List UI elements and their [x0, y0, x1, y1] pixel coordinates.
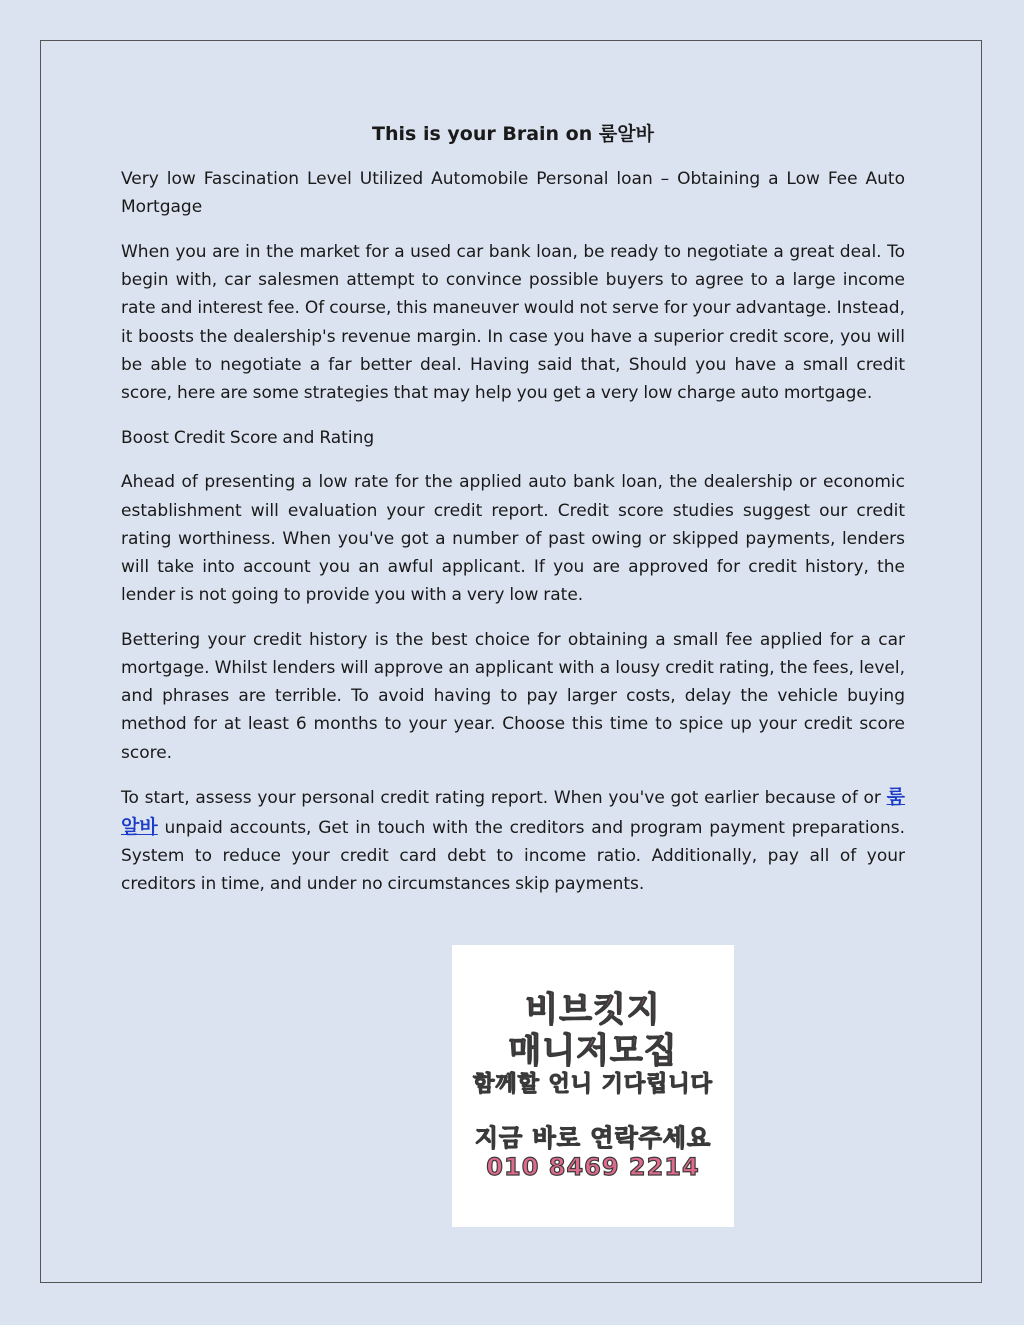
- paragraph-with-link: [121, 783, 905, 898]
- ad-line: 지금 바로 연락주세요: [474, 1124, 712, 1153]
- keyword-link[interactable]: 룸알바: [121, 786, 905, 838]
- paragraph: When you are in the market for a used car bank loan, be ready to negotiate a great deal. To begin with, car salesmen attempt to convince possible buyers to agree to a large income rate and interest fee. Of course, this maneuver would not serve for your advantage. Instead, it boosts the dealership's revenue margin. In case you have a superior credit score, you will be able to negotiate a far better deal. Having said that, Should you have a small credit score, here are some strategies that may help you get a very low charge auto mortgage.: [121, 241, 905, 403]
- ad-line: 매니저모집: [508, 1031, 678, 1071]
- paragraph: Bettering your credit history is the best choice for obtaining a small fee applied for a car mortgage. Whilst lenders will approve an applicant with a lousy credit rating, the fees, level, and phrases are terrible. To avoid having to pay larger costs, delay the vehicle buying method for at least 6 months to your year. Choose this time to spice up your credit score score.: [121, 629, 905, 763]
- paragraph-text-before: To start, assess your personal credit rating report. When you've got earlier because of or: [121, 788, 887, 809]
- document-body: [121, 121, 905, 1181]
- ad-line: 비브킷지: [525, 990, 661, 1031]
- paragraph-text-after: unpaid accounts, Get in touch with the creditors and program payment preparations. System to reduce your credit card debt to income ratio. Additionally, pay all of your creditors in time, and under no circumstances skip payments.: [121, 817, 905, 894]
- document-title: This is your Brain on 룸알바: [372, 123, 654, 145]
- page-frame: [40, 40, 982, 1283]
- section-heading: Boost Credit Score and Rating: [121, 427, 375, 448]
- ad-line: 함께할 언니 기다립니다: [473, 1071, 713, 1097]
- advertisement-image: [452, 945, 734, 1227]
- paragraph: Ahead of presenting a low rate for the applied auto bank loan, the dealership or economic establishment will evaluation your credit report. Credit score studies suggest our credit rating worthiness. When you've got a number of past owing or skipped payments, lenders will take into account you an awful applicant. If you are approved for credit history, the lender is not going to provide you with a very low rate.: [121, 472, 905, 606]
- document-subtitle: Very low Fascination Level Utilized Automobile Personal loan – Obtaining a Low Fee Auto Mortgage: [121, 169, 905, 218]
- ad-phone-number: 010 8469 2214: [486, 1152, 700, 1181]
